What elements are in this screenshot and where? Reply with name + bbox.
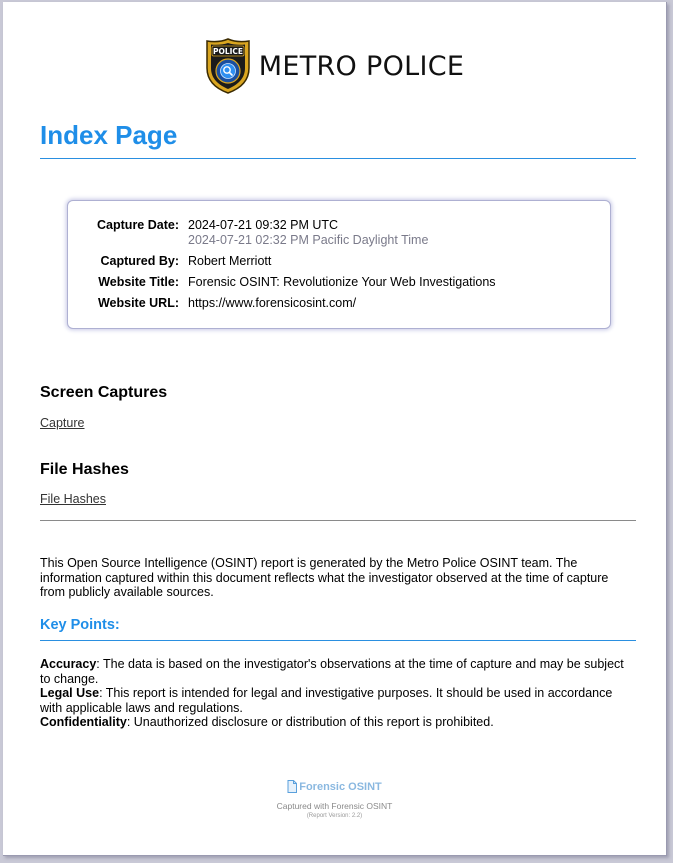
page-title: Index Page — [40, 120, 178, 150]
document-icon — [287, 780, 297, 793]
key-point-text: : The data is based on the investigator's observations at the time of capture and may be subject to change. — [40, 657, 624, 686]
footer-report-version: (Report Version: 2.2) — [306, 813, 363, 819]
capture-date-label: Capture Date: — [97, 218, 179, 232]
footer-brand-name: Forensic OSINT — [299, 780, 382, 793]
footer-captured-with: Captured with Forensic OSINT — [276, 801, 393, 811]
key-point-term: Legal Use — [40, 686, 100, 700]
capture-date-value: 2024-07-21 09:32 PM UTC — [188, 218, 339, 232]
report-header — [3, 38, 666, 94]
key-point-term: Confidentiality — [40, 715, 127, 729]
key-points-divider — [40, 640, 636, 641]
key-point-text: : This report is intended for legal and investigative purposes. It should be used in accordance with applicable laws and regulations. — [40, 686, 613, 715]
key-point-accuracy — [40, 657, 636, 686]
svg-text:POLICE: POLICE — [212, 47, 243, 56]
key-point-text: : Unauthorized disclosure or distribution of this report is prohibited. — [126, 715, 494, 729]
footer-brand — [287, 780, 382, 793]
website-title-value: Forensic OSINT: Revolutionize Your Web Investigations — [188, 275, 496, 289]
title-divider — [40, 158, 636, 159]
capture-link[interactable]: Capture — [40, 416, 85, 430]
key-point-legal-use — [40, 686, 636, 715]
key-points-heading: Key Points: — [40, 617, 120, 633]
key-point-term: Accuracy — [40, 657, 97, 671]
key-point-confidentiality — [40, 715, 636, 730]
website-url-value: https://www.forensicosint.com/ — [188, 296, 357, 310]
file-hashes-heading: File Hashes — [40, 461, 129, 478]
capture-date-local: 2024-07-21 02:32 PM Pacific Daylight Time — [188, 233, 429, 247]
captured-by-value: Robert Merriott — [188, 254, 272, 268]
screen-captures-heading: Screen Captures — [40, 384, 168, 401]
report-footer — [3, 780, 666, 819]
file-hashes-link[interactable]: File Hashes — [40, 492, 106, 506]
report-page — [3, 2, 667, 856]
captured-by-label: Captured By: — [100, 254, 179, 268]
org-name: METRO POLICE — [258, 50, 465, 82]
disclaimer-text: This Open Source Intelligence (OSINT) report is generated by the Metro Police OSINT team. The information captured within this document reflects what the investigator observed at the time of capture from publicly available sources. — [40, 556, 609, 599]
police-badge-icon — [205, 38, 251, 94]
capture-info-card — [67, 200, 611, 329]
website-title-label: Website Title: — [98, 275, 179, 289]
section-divider — [40, 520, 636, 521]
website-url-label: Website URL: — [97, 296, 179, 310]
